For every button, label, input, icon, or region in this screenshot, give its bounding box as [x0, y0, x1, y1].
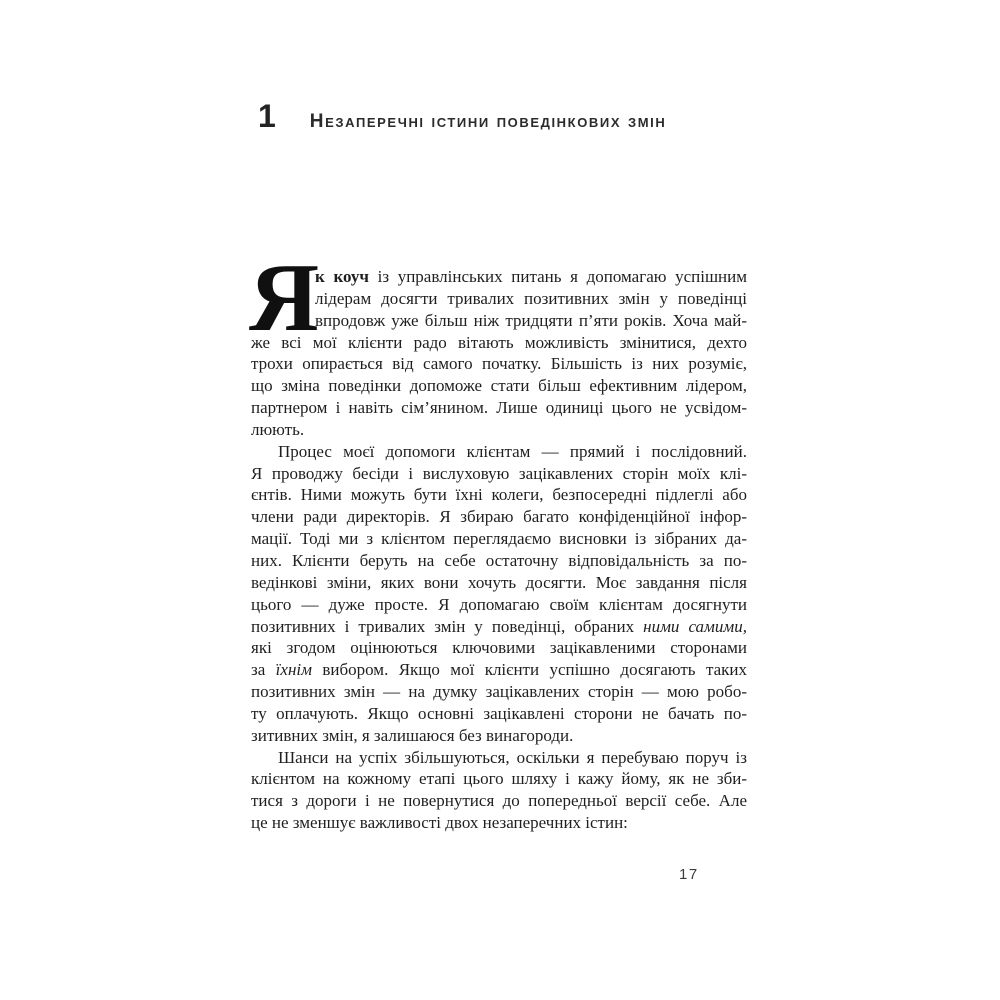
line-text: вибором. Якщо мої клієнти успішно досягають таких	[311, 660, 747, 680]
paragraph-2	[251, 441, 747, 747]
body-text	[249, 244, 747, 834]
line-text: позитивних і тривалих змін у поведінці, обраних	[251, 616, 644, 636]
text-line: люють.	[251, 419, 305, 439]
text-line	[251, 616, 747, 638]
text-line: Шанси на успіх збільшуються, оскільки я перебуваю поруч із	[278, 747, 747, 767]
text-line: Процес моєї допомоги клієнтам — прямий і послідовний.	[278, 441, 747, 461]
text-line: члени ради директорів. Я збираю багато конфіденційної інфор-	[251, 507, 747, 527]
chapter-title: Незаперечні істини поведінкових змін	[309, 111, 667, 132]
text-line: впродовж уже більш ніж тридцяти п’яти років. Хоча май-	[315, 310, 747, 330]
text-line: які згодом оцінюються ключовими зацікавленими сторонами	[251, 638, 747, 658]
text-line: Я проводжу бесіди і вислуховую зацікавлених сторін моїх клі-	[251, 463, 747, 483]
text-line: лідерам досягти тривалих позитивних змін у поведінці	[315, 288, 747, 308]
text-line: зитивних змін, я залишаюся без винагороди.	[251, 725, 574, 745]
italic-text: ними самими,	[643, 616, 747, 636]
text-line: що зміна поведінки допоможе стати більш ефективним лідером,	[251, 376, 747, 396]
italic-text: їхнім	[275, 660, 312, 680]
chapter-header	[258, 100, 666, 133]
text-line	[251, 659, 747, 681]
text-line: партнером і навіть сім’янином. Лише одиниці цього не усвідом-	[251, 398, 747, 418]
text-line: єнтів. Ними можуть бути їхні колеги, безпосередні підлеглі або	[251, 485, 747, 505]
text-line: мації. Тоді ми з клієнтом переглядаємо висновки із зібраних да-	[251, 529, 747, 549]
text-line: позитивних змін — на думку зацікавлених сторін — мою робо-	[251, 682, 747, 702]
text-line: же всі мої клієнти радо вітають можливість змінитися, дехто	[251, 332, 747, 352]
line-text: за	[251, 660, 276, 680]
lead-bold-text: к коуч	[315, 267, 369, 286]
text-line: цього — дуже просте. Я допомагаю своїм клієнтам досягнути	[251, 594, 747, 614]
text-line: тися з дороги і не повернутися до попередньої версії себе. Але	[251, 791, 747, 811]
text-line: них. Клієнти беруть на себе остаточну відповідальність за по-	[251, 550, 747, 570]
drop-cap: Я	[249, 244, 318, 351]
text-line: трохи опирається від самого початку. Більшість із них розуміє,	[251, 354, 747, 374]
text-line	[315, 266, 747, 288]
text-line: ту оплачують. Якщо основні зацікавлені сторони не бачать по-	[251, 703, 747, 723]
page-number: 17	[679, 866, 699, 883]
chapter-number: 1	[258, 98, 276, 134]
paragraph-3	[251, 747, 747, 834]
text-line: це не зменшує важливості двох незаперечних істин:	[251, 813, 628, 833]
text-line: ведінкові зміни, яких вони хочуть досягти. Моє завдання після	[251, 572, 747, 592]
paragraph-1	[249, 244, 747, 441]
line-text: із управлінських питань я допомагаю успішним	[368, 267, 747, 286]
text-line: клієнтом на кожному етапі цього шляху і кажу йому, як не зби-	[251, 769, 747, 789]
